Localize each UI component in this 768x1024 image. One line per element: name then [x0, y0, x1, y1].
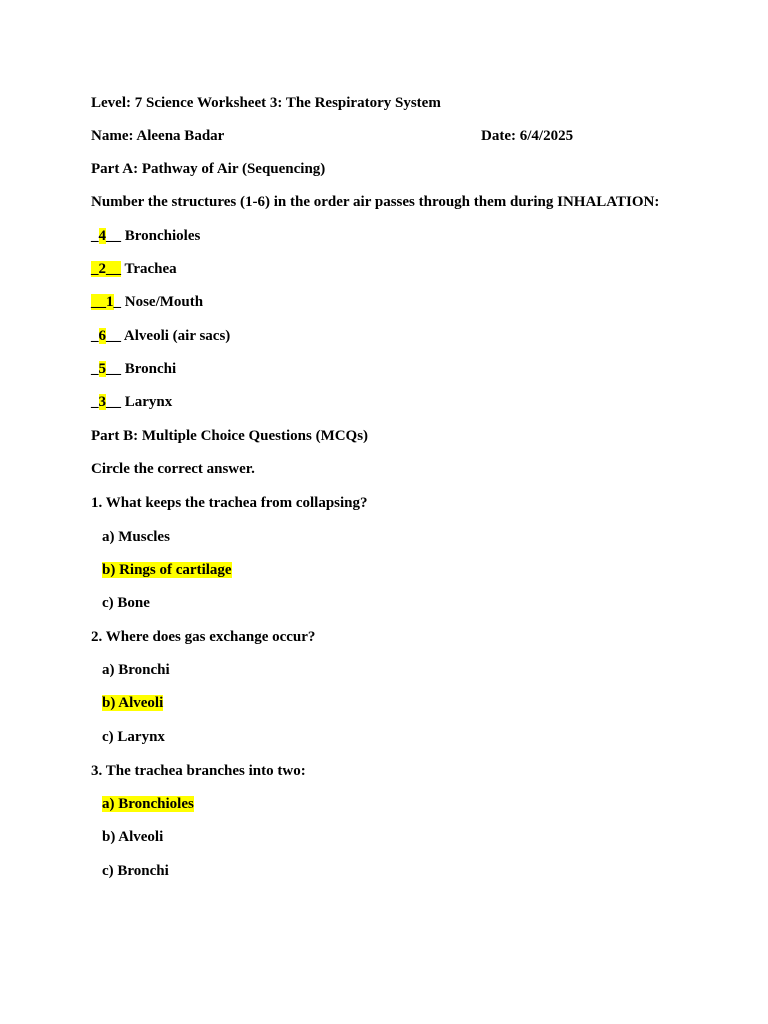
q1-option-b[interactable] [102, 561, 232, 579]
option-text: a) Muscles [102, 529, 170, 545]
question-1: 1. What keeps the trachea from collapsing? [91, 495, 368, 511]
part-a-instruction: Number the structures (1-6) in the order air passes through them during INHALATION: [91, 194, 660, 210]
part-b-heading: Part B: Multiple Choice Questions (MCQs) [91, 428, 369, 444]
student-name: Name: Aleena Badar [91, 128, 225, 144]
sequence-number: __1 [91, 294, 114, 310]
blank-prefix: _ [91, 228, 99, 244]
q2-option-c[interactable] [102, 728, 165, 746]
q1-option-a[interactable] [102, 528, 170, 546]
worksheet-date: Date: 6/4/2025 [481, 128, 574, 144]
option-text-selected: a) Bronchioles [102, 796, 194, 812]
sequence-label: Bronchi [121, 361, 177, 377]
option-text: b) Alveoli [102, 829, 164, 845]
question-3: 3. The trachea branches into two: [91, 763, 306, 779]
q2-option-a[interactable] [102, 661, 170, 679]
sequence-label: Trachea [121, 261, 177, 277]
sequence-label: Nose/Mouth [121, 294, 204, 310]
q3-option-c[interactable] [102, 862, 169, 880]
q3-option-a[interactable] [102, 795, 194, 813]
sequence-item-trachea [91, 260, 177, 278]
sequence-item-bronchi [91, 360, 176, 378]
sequence-label: Bronchioles [121, 228, 201, 244]
option-text: c) Bone [102, 595, 150, 611]
sequence-item-alveoli [91, 327, 230, 345]
question-2: 2. Where does gas exchange occur? [91, 629, 316, 645]
sequence-number: 4 [98, 228, 106, 244]
q2-option-b[interactable] [102, 694, 163, 712]
blank-suffix: __ [106, 394, 121, 410]
blank-prefix: _ [91, 361, 99, 377]
option-text: a) Bronchi [102, 662, 170, 678]
worksheet-title: Level: 7 Science Worksheet 3: The Respiratory System [91, 95, 441, 111]
option-text: c) Bronchi [102, 863, 169, 879]
option-text-selected: b) Rings of cartilage [102, 562, 232, 578]
blank-prefix: _ [91, 394, 99, 410]
sequence-number: 6 [98, 328, 106, 344]
sequence-item-nose-mouth [91, 293, 203, 311]
q1-option-c[interactable] [102, 594, 150, 612]
blank-suffix: _ [113, 294, 121, 310]
sequence-label: Larynx [121, 394, 173, 410]
blank-suffix: __ [106, 361, 121, 377]
sequence-label: Alveoli (air sacs) [121, 328, 231, 344]
blank-suffix: __ [106, 328, 121, 344]
sequence-item-larynx [91, 393, 172, 411]
q3-option-b[interactable] [102, 828, 163, 846]
blank-suffix: __ [106, 228, 121, 244]
blank-prefix: _ [91, 328, 99, 344]
option-text: c) Larynx [102, 729, 165, 745]
part-b-instruction: Circle the correct answer. [91, 461, 255, 477]
option-text-selected: b) Alveoli [102, 695, 164, 711]
sequence-item-bronchioles [91, 227, 200, 245]
sequence-number: 3 [98, 394, 106, 410]
part-a-heading: Part A: Pathway of Air (Sequencing) [91, 161, 326, 177]
sequence-number: 5 [98, 361, 106, 377]
sequence-number: _2__ [91, 261, 121, 277]
